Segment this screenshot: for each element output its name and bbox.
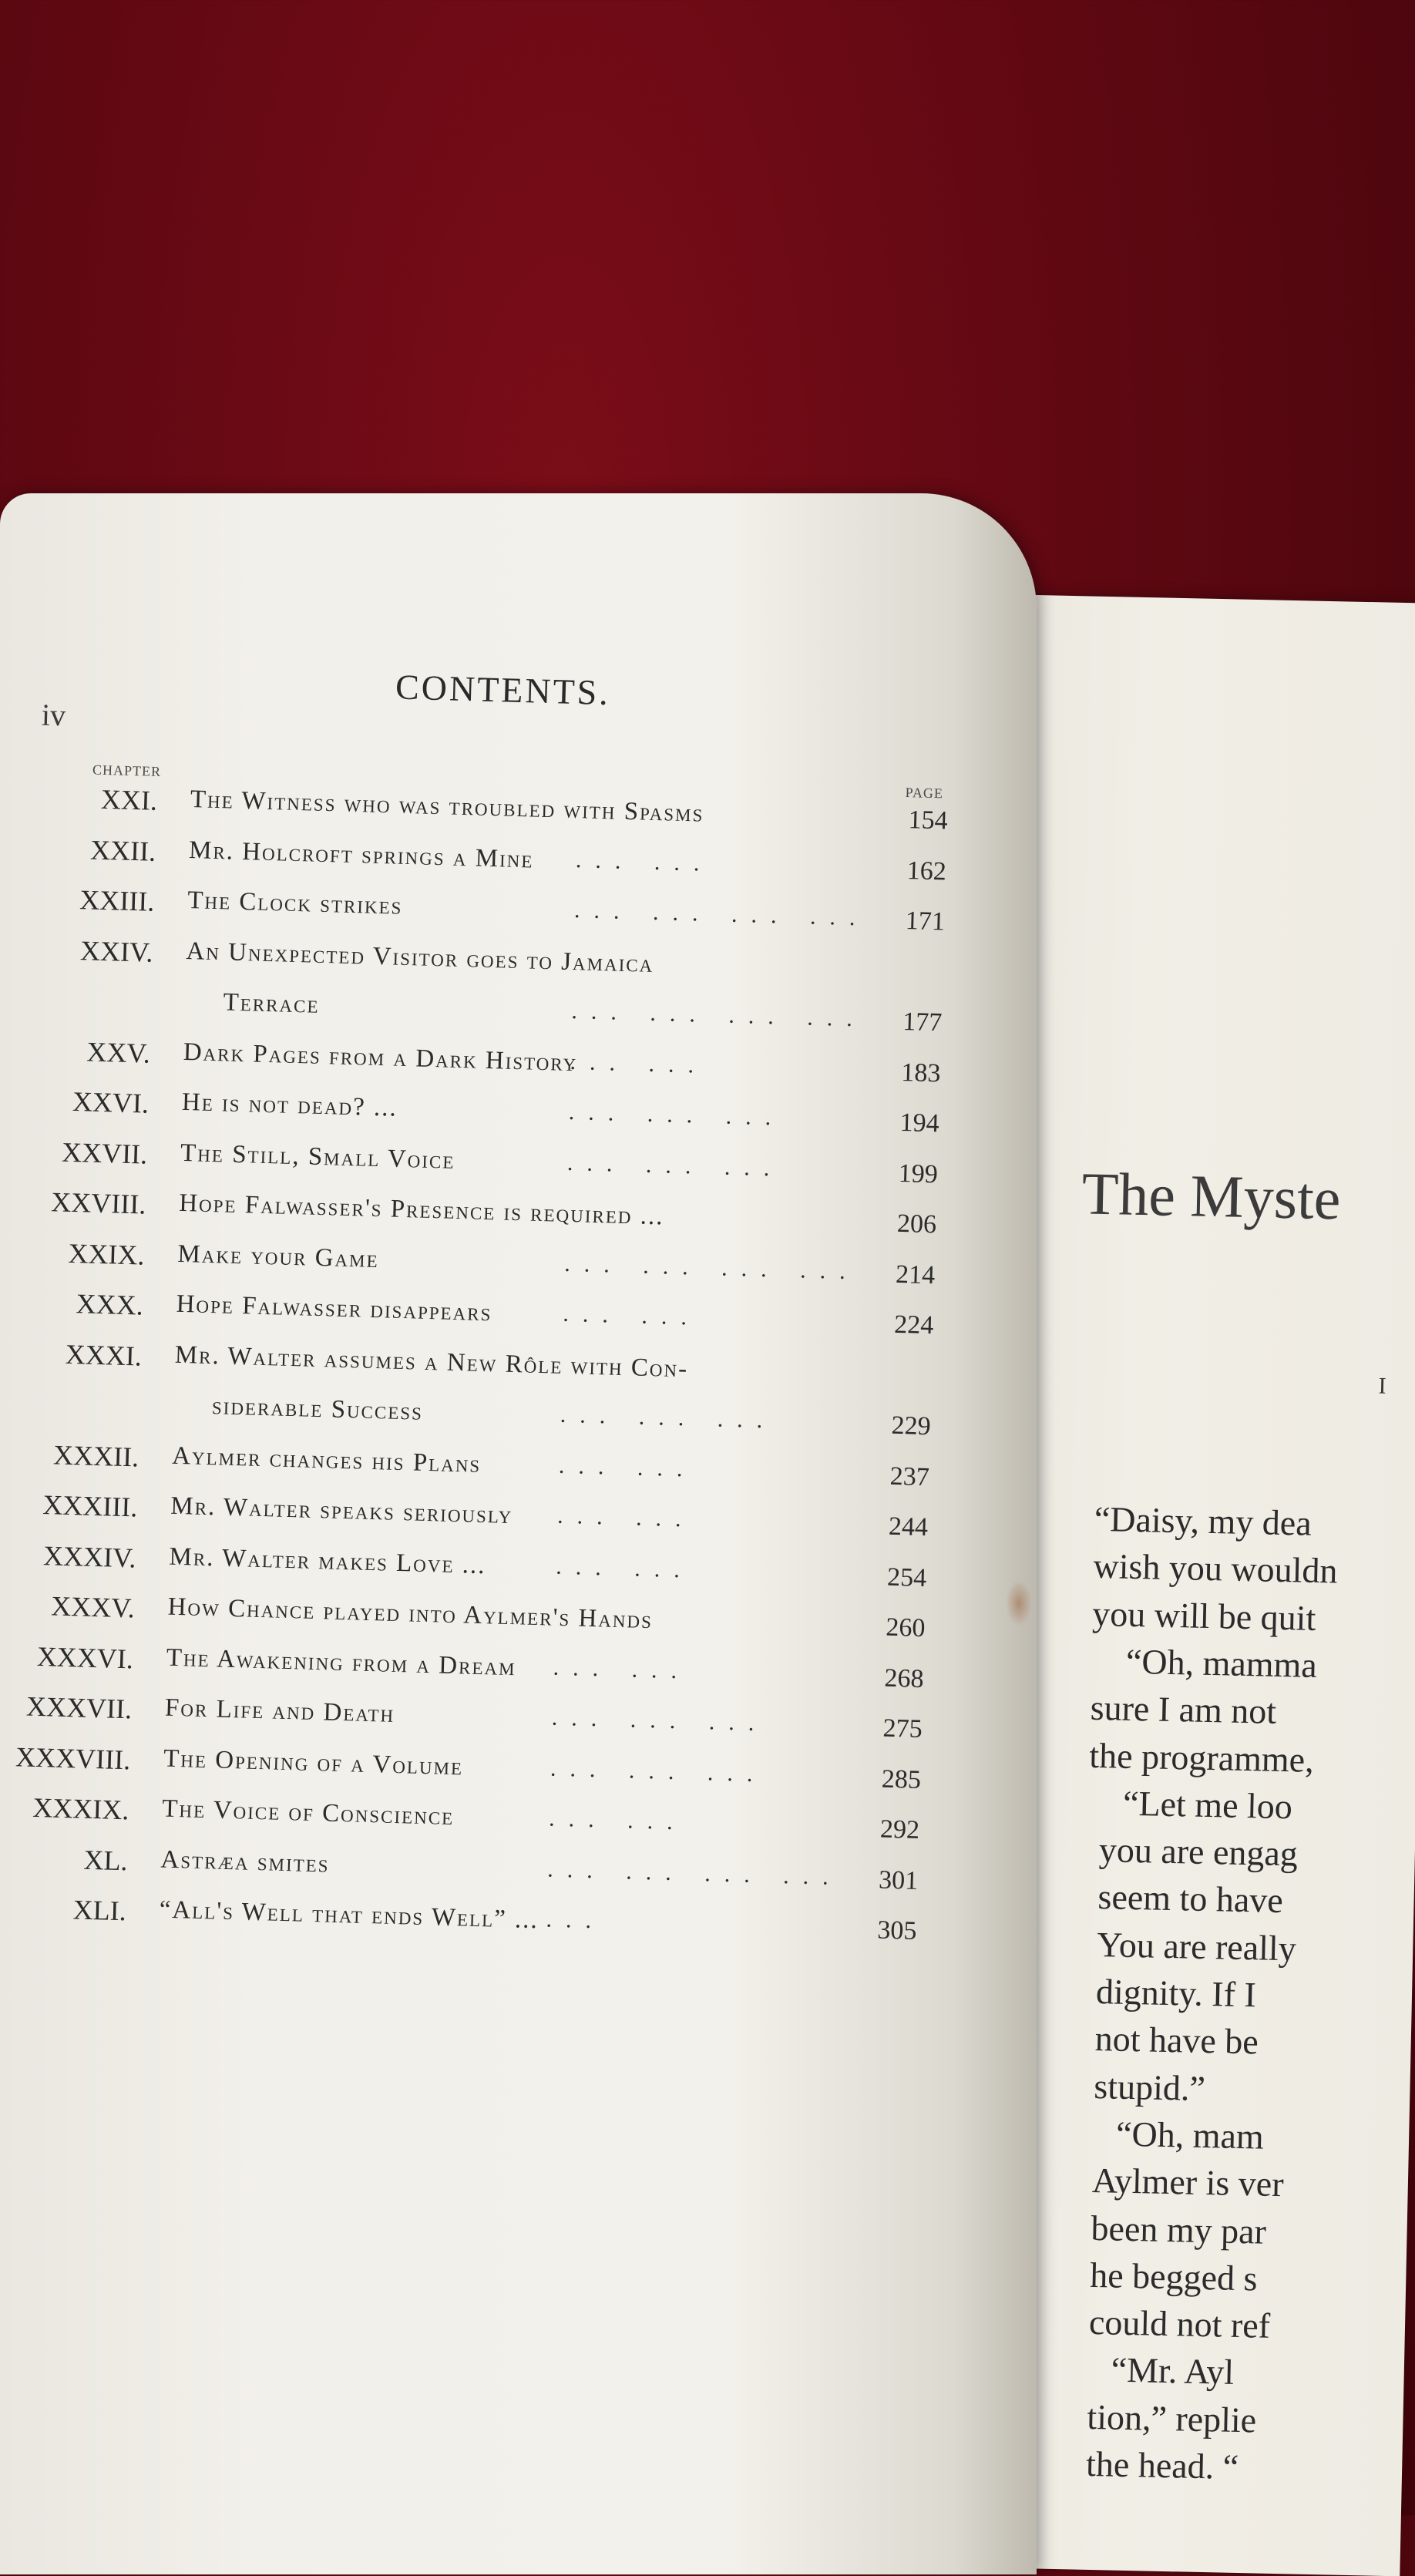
chapter-number: XXXIX.: [32, 1791, 129, 1826]
chapter-number: XXXV.: [50, 1590, 136, 1624]
chapter-title: The Clock strikes: [187, 886, 403, 920]
chapter-title: Mr. Walter makes Love ...: [169, 1542, 487, 1579]
body-text-line: he begged s: [1089, 2255, 1258, 2299]
page-reference: 305: [876, 1915, 917, 1945]
leader-dots: ... ...: [548, 1805, 687, 1835]
page-reference: 171: [905, 906, 946, 937]
contents-heading: CONTENTS.: [395, 667, 611, 713]
chapter-number: XXVII.: [61, 1136, 148, 1170]
chapter-title: siderable Success: [211, 1392, 424, 1426]
page-reference: 244: [888, 1512, 929, 1542]
chapter-title: Mr. Holcroft springs a Mine: [188, 836, 534, 874]
chapter-number: XL.: [83, 1844, 129, 1876]
chapter-title: He is not dead? ...: [181, 1088, 398, 1122]
page-reference: 285: [881, 1764, 922, 1794]
chapter-number: XXXII.: [52, 1438, 139, 1473]
chapter-number: XXVI.: [72, 1085, 150, 1119]
leader-dots: ... ... ... ...: [571, 997, 867, 1032]
page-number: iv: [41, 697, 66, 733]
left-page: [0, 493, 1037, 2574]
chapter-title: Make your Game: [177, 1239, 380, 1273]
page-reference: 224: [893, 1310, 934, 1340]
chapter-number: XXIX.: [67, 1237, 146, 1271]
page-reference: 206: [896, 1209, 937, 1239]
chapter-number: XXXVI.: [36, 1640, 134, 1674]
leader-dots: ... ... ...: [550, 1755, 767, 1787]
chapter-number: XLI.: [72, 1894, 127, 1927]
chapter-number: XXXVIII.: [15, 1740, 131, 1775]
leader-dots: ... ... ...: [551, 1704, 768, 1737]
book-title: The Myste: [1081, 1159, 1342, 1233]
chapter-title: The Still, Small Voice: [180, 1138, 455, 1175]
body-text-line: “Oh, mamma: [1125, 1641, 1318, 1685]
chapter-number: XXXIV.: [42, 1539, 137, 1573]
page-reference: 292: [879, 1814, 920, 1845]
leader-dots: ... ...: [556, 1502, 696, 1532]
chapter-title: An Unexpected Visitor goes to Jamaica: [186, 937, 654, 978]
leader-dots: ... ...: [563, 1300, 701, 1330]
body-text-line: stupid.”: [1093, 2066, 1206, 2108]
body-text-line: wish you wouldn: [1093, 1546, 1338, 1591]
body-text-line: “Mr. Ayl: [1111, 2349, 1235, 2393]
chapter-number: [0, 982, 152, 987]
leader-dots: ... ... ... ...: [546, 1856, 843, 1890]
leader-dots: ... ...: [555, 1553, 694, 1583]
chapter-number: XXI.: [100, 783, 158, 816]
body-text-line: sure I am not: [1090, 1687, 1277, 1732]
leader-dots: ... ...: [575, 846, 714, 876]
page-reference: 214: [895, 1259, 936, 1290]
chapter-title: Aylmer changes his Plans: [171, 1441, 482, 1478]
leader-dots: ... ... ...: [568, 1098, 785, 1131]
chapter-number: XXII.: [89, 833, 156, 867]
leader-dots: ... ... ...: [566, 1149, 784, 1182]
chapter-title: For Life and Death: [164, 1693, 395, 1728]
leader-dots: ... ...: [570, 1048, 708, 1078]
chapter-number: XXVIII.: [50, 1186, 146, 1220]
leader-dots: ... ... ...: [560, 1401, 777, 1434]
page-reference: 254: [886, 1562, 927, 1592]
chapter-number: XXXI.: [65, 1338, 143, 1372]
body-text-line: you will be quit: [1091, 1593, 1316, 1638]
page-reference: 275: [882, 1713, 923, 1744]
chapter-title: Hope Falwasser's Presence is required ...: [178, 1189, 665, 1231]
chapter-number: [0, 1386, 141, 1391]
chapter-title: The Witness who was troubled with Spasms: [190, 785, 704, 828]
body-text-line: “Oh, mam: [1115, 2114, 1265, 2157]
body-text-line: the head. “: [1085, 2443, 1239, 2487]
chapter-title: Terrace: [223, 988, 321, 1019]
chapter-title: Hope Falwasser disappears: [176, 1290, 492, 1327]
chapter-title: Astræa smites: [160, 1845, 331, 1878]
body-text-line: “Daisy, my dea: [1094, 1498, 1312, 1543]
chapter-number: XXIV.: [79, 934, 154, 968]
leader-dots: ... ... ... ...: [573, 897, 870, 931]
chapter-number: XXIII.: [79, 884, 155, 917]
leader-dots: ... ...: [558, 1452, 697, 1482]
body-text-line: You are really: [1096, 1924, 1297, 1969]
leader-dots: ...: [546, 1906, 606, 1934]
body-text-line: dignity. If I: [1095, 1972, 1257, 2015]
chapter-number: XXX.: [76, 1288, 144, 1321]
page-reference: 229: [891, 1411, 932, 1441]
body-text-line: could not ref: [1088, 2302, 1271, 2346]
page-reference: 154: [908, 805, 949, 836]
page-reference: 194: [899, 1108, 940, 1138]
body-text-line: not have be: [1094, 2019, 1259, 2062]
page-reference: 268: [884, 1663, 925, 1693]
page-reference: 183: [900, 1058, 941, 1088]
chapter-number: XXV.: [86, 1035, 151, 1069]
chapter-number: XXXVII.: [25, 1690, 133, 1725]
chapter-title: The Voice of Conscience: [161, 1794, 455, 1831]
body-text-line: been my par: [1091, 2208, 1267, 2251]
page-reference: 177: [902, 1007, 943, 1037]
page-reference: 199: [898, 1159, 939, 1189]
chapter-title: The Awakening from a Dream: [166, 1643, 517, 1681]
page-stain: [1006, 1580, 1032, 1626]
chapter-title: Mr. Walter assumes a New Rôle with Con-: [174, 1340, 689, 1383]
body-text-line: tion,” replie: [1086, 2396, 1257, 2440]
page-reference: 301: [878, 1865, 919, 1895]
page-reference: 237: [889, 1461, 930, 1491]
chapter-title: Mr. Walter speaks seriously: [170, 1491, 513, 1530]
chapter-heading: I: [1378, 1373, 1389, 1399]
body-text-line: the programme,: [1088, 1735, 1315, 1780]
chapter-title: Dark Pages from a Dark History: [183, 1037, 578, 1077]
chapter-title: How Chance played into Aylmer's Hands: [167, 1592, 654, 1635]
chapter-column-label: CHAPTER: [92, 762, 162, 779]
page-reference: 162: [906, 856, 947, 886]
page-reference: 260: [885, 1613, 926, 1643]
chapter-title: “All's Well that ends Well” ...: [159, 1895, 539, 1935]
chapter-title: The Opening of a Volume: [163, 1744, 464, 1781]
contents-page: [0, 493, 1036, 2574]
leader-dots: ... ... ... ...: [563, 1250, 860, 1285]
page-column-label: PAGE: [905, 784, 944, 802]
leader-dots: ... ...: [553, 1654, 691, 1684]
chapter-number: XXXIII.: [42, 1489, 138, 1523]
body-text-line: “Let me loo: [1122, 1783, 1293, 1827]
body-text-line: Aylmer is ver: [1091, 2161, 1285, 2204]
body-text-line: seem to have: [1097, 1877, 1284, 1921]
body-text-line: you are engag: [1098, 1830, 1299, 1874]
